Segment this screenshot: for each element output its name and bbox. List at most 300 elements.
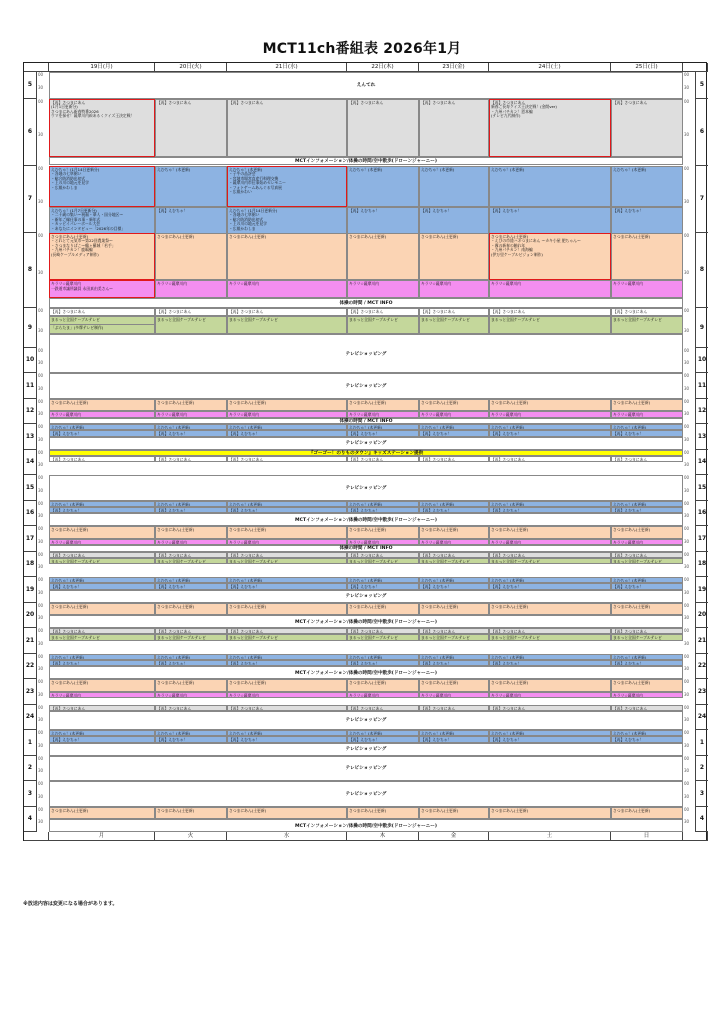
program-cell: キラリ☆薩摩川内 [227,280,347,298]
program-cell: キラリ☆薩摩川内 [419,280,489,298]
program-cell: キラリ☆薩摩川内 [155,280,227,298]
program-span: えんてれ [49,72,683,99]
minute-30: 30 [38,768,44,774]
program-cell: 【再】えむちゃ！ [227,430,347,436]
program-cell: キラリ☆薩摩川内 [227,692,347,698]
program-cell: 【再】えむちゃ！ [227,507,347,513]
program-cell: キラリ☆薩摩川内 [227,539,347,545]
hour-label: 23 [24,679,37,705]
program-cell: 【再】さつまにあん [155,308,227,316]
program-cell: さつまにあん(土更新) [155,399,227,412]
minute-30: 30 [38,436,44,442]
minute-30: 30 [38,691,44,697]
minute-00: 00 [38,424,44,429]
minute-30-r: 30 [684,436,690,442]
program-cell: えむちゃ！(木更新) [611,577,683,583]
program-cell: えむちゃ！(木更新) [419,577,489,583]
hour-label: 10 [24,348,37,374]
program-cell: キラリ☆薩摩川内 [155,539,227,545]
program-cell: まるっと全国ケーブルテレビ [155,316,227,335]
hdr-corner-r [683,63,708,72]
program-cell: さつまにあん(土更新) [227,679,347,692]
minute-00-r: 00 [684,232,690,238]
program-cell: キラリ☆薩摩川内 [611,539,683,545]
program-cell: えむちゃ！(1月7日更新分) ・二十歳の集い～祝福・華人・国分地区～ ・新年ご縁仕事の事・新年式 ・カッピイパレーボール大会 ・あなたにインタビュー「2026年の目標」 [49,207,155,247]
program-cell: えむちゃ！(木更新) [489,424,611,430]
minute-30: 30 [38,360,44,366]
program-cell: さつまにあん(土更新) [347,399,419,412]
minute-00: 00 [38,679,44,684]
minute-00: 00 [38,500,44,506]
program-cell: さつまにあん(土更新) [489,399,611,412]
program-cell: 【再】えむちゃ！ [227,736,347,742]
program-cell: キラリ☆薩摩川内 [419,539,489,545]
hour-label-right: 14 [695,450,708,476]
program-cell: まるっと全国ケーブルテレビ [347,634,419,640]
program-cell: まるっと全国ケーブルテレビ [227,558,347,564]
program-cell: まるっと全国ケーブルテレビ [155,558,227,564]
program-cell: まるっと全国ケーブルテレビ [227,316,347,335]
hour-label-right: 7 [695,166,708,233]
hour-label-right: 2 [695,756,708,782]
program-cell: まるっと全国ケーブルテレビ [155,634,227,640]
program-cell: 【再】さつまにあん [155,705,227,711]
program-cell: 【再】さつまにあん [489,308,611,316]
minute-00: 00 [38,806,44,812]
program-cell: まるっと全国ケーブルテレビ [49,558,155,564]
minute-30-r: 30 [684,564,690,570]
minute-30-r: 30 [684,819,690,825]
program-cell: えむちゃ！(木更新) [489,730,611,736]
program-cell: さつまにあん(土更新) [155,679,227,692]
program-cell: キラリ☆薩摩川内 [347,539,419,545]
program-cell: 【再】さつまにあん [611,99,683,157]
minute-00-r: 00 [684,98,690,104]
hour-label: 2 [24,756,37,782]
hour-label: 13 [24,424,37,450]
program-cell: 【再】えむちゃ！ [155,736,227,742]
program-cell: えむちゃ！(木更新) [611,730,683,736]
program-cell: さつまにあん(土更新) [419,679,489,692]
program-cell: 【再】えむちゃ！ [419,736,489,742]
program-cell: えむちゃ！(木更新) [227,654,347,660]
day-footer: 火 [155,832,227,841]
program-cell: 【再】さつまにあん [227,705,347,711]
program-cell: 【再】さつまにあん [347,308,419,316]
minute-00: 00 [38,551,44,557]
program-cell: さつまにあん(土更新) [347,526,419,539]
program-cell: まるっと全国ケーブルテレビ [611,634,683,640]
program-cell: 【再】えむちゃ！ [347,430,419,436]
program-cell: 【再】さつまにあん [419,705,489,711]
program-cell: えむちゃ！(木更新) [347,424,419,430]
minute-00: 00 [38,602,44,608]
minute-30-r: 30 [684,717,690,723]
hour-label: 6 [24,99,37,166]
minute-30: 30 [38,132,44,137]
program-cell: えむちゃ！(木更新) [347,501,419,507]
minute-30-r: 30 [684,360,690,366]
program-span: MCTインフォメーション/体操の時間/空中散歩(ドローンジャーニー) [49,615,683,628]
program-cell: 【再】さつまにあん [419,552,489,558]
program-cell: えむちゃ！(木更新) [49,577,155,583]
hour-label-right: 20 [695,603,708,629]
minute-30-r: 30 [684,615,690,621]
program-cell: 【再】えむちゃ！ [489,507,611,513]
hour-label-right: 19 [695,577,708,603]
program-cell: キラリ☆薩摩川内 [611,692,683,698]
minute-00: 00 [38,577,44,582]
program-cell: 【再】さつまにあん [419,308,489,316]
program-span: テレビショッピング [49,334,683,373]
minute-00-r: 00 [684,347,690,353]
program-cell: さつまにあん(土更新) [49,603,155,616]
minute-30-r: 30 [684,487,690,493]
program-cell: 【再】えむちゃ！ [227,583,347,589]
program-cell: まるっと全国ケーブルテレビ [489,634,611,640]
hour-label: 5 [24,72,37,99]
program-cell: まるっと全国ケーブルテレビ [611,558,683,564]
program-cell: さつまにあん(土更新) [227,399,347,412]
program-cell: 【再】えむちゃ！ [49,430,155,436]
hour-label-right: 4 [695,807,708,833]
day-header: 22日(木) [347,63,419,72]
day-header: 23日(金) [419,63,489,72]
program-cell: さつまにあん(土更新) [227,807,347,820]
program-cell: 【再】さつまにあん 新春ご長寿クイズ王決定戦！(金開ver) ・九州パチカン！恩本編 (テレビ九代制作) [489,99,611,157]
hour-label: 12 [24,399,37,425]
program-cell: さつまにあん(土更新) [227,526,347,539]
hour-label: 9 [24,308,37,348]
minute-30-r: 30 [684,793,690,799]
program-cell: 【再】さつまにあん [227,552,347,558]
minute-00: 00 [38,781,44,786]
day-header: 20日(火) [155,63,227,72]
program-cell-extra: 「ぶらたま」(多摩テレビ制作) [49,324,155,335]
program-cell: えむちゃ！(木更新) [227,577,347,583]
minute-30-r: 30 [684,385,690,391]
program-cell: 【再】えむちゃ！ [419,430,489,436]
minute-30-r: 30 [684,462,690,468]
hour-label: 8 [24,233,37,308]
minute-00: 00 [38,653,44,659]
program-cell: さつまにあん(土更新) [49,679,155,692]
program-cell: えむちゃ！(木更新) [347,730,419,736]
day-header: 24日(土) [489,63,611,72]
day-footer: 金 [419,832,489,841]
program-cell: キラリ☆薩摩川内 [489,692,611,698]
program-cell: 【再】えむちゃ！ [49,736,155,742]
program-cell: さつまにあん(土更新) [611,807,683,820]
program-cell: さつまにあん(土更新) [227,233,347,281]
program-cell: えむちゃ！(木更新) [611,654,683,660]
program-cell: さつまにあん(土更新) [155,807,227,820]
minute-30: 30 [38,270,44,275]
hour-label-right: 15 [695,475,708,501]
program-span: 体操の時間 / MCT INFO [49,545,683,551]
program-cell: 【再】えむちゃ！ [611,430,683,436]
program-cell: 【再】さつまにあん [489,705,611,711]
minute-00-r: 00 [684,653,690,659]
minute-30: 30 [38,327,44,333]
minute-30: 30 [38,385,44,391]
hour-label-right: 17 [695,526,708,552]
program-cell: さつまにあん(土更新) [489,807,611,820]
program-cell: 【再】えむちゃ！ [347,583,419,589]
program-cell: えむちゃ！(木更新) [489,166,611,207]
hour-label: 15 [24,475,37,501]
program-cell: えむちゃ！(木更新) [611,501,683,507]
program-cell: 【再】えむちゃ！ [419,660,489,666]
program-span: テレビショッピング [49,781,683,807]
hdr-corner [24,63,49,72]
program-cell: キラリ☆薩摩川内 [419,411,489,417]
hour-label-right: 18 [695,552,708,578]
minute-30-r: 30 [684,538,690,544]
program-cell: 【再】えむちゃ！ [347,207,419,247]
program-cell: えむちゃ！(木更新) [155,501,227,507]
program-cell: 【再】さつまにあん [489,628,611,634]
footnote: ※放送内容は変更になる場合があります。 [23,901,118,907]
minute-30: 30 [38,538,44,544]
program-cell: 【再】えむちゃ！ [155,583,227,589]
program-cell: 【再】さつまにあん [347,628,419,634]
program-cell: 【再】えむちゃ！ [489,583,611,589]
minute-00-r: 00 [684,526,690,531]
program-cell: キラリ☆薩摩川内 [611,411,683,417]
program-cell: えむちゃ！(木更新) [155,166,227,207]
program-span: テレビショッピング [49,743,683,756]
minute-00: 00 [38,526,44,531]
minute-30: 30 [38,487,44,493]
program-cell: さつまにあん(土更新) [419,603,489,616]
program-cell: キラリ☆薩摩川内 [155,411,227,417]
program-cell: さつまにあん(土更新) [489,526,611,539]
minute-30-r: 30 [684,85,690,91]
program-cell: さつまにあん(土更新) [155,233,227,281]
program-span: テレビショッピング [49,590,683,603]
program-cell: えむちゃ！(木更新) [155,730,227,736]
program-cell: 【再】さつまにあん [49,552,155,558]
program-cell: キラリ☆薩摩川内 [227,411,347,417]
hour-label-right: 22 [695,654,708,680]
program-cell: まるっと全国ケーブルテレビ [419,316,489,335]
minute-00: 00 [38,347,44,353]
program-span: 『ゴーゴー！のりものタウン』キッズステーション提供 [49,450,683,456]
minute-30: 30 [38,199,44,204]
program-cell: えむちゃ！(木更新) [49,424,155,430]
hour-label-right: 5 [695,72,708,99]
program-cell: 【再】えむちゃ！ [419,583,489,589]
minute-00: 00 [38,449,44,455]
program-cell: キラリ☆薩摩川内 [489,411,611,417]
program-cell: えむちゃ！(木更新) [49,654,155,660]
program-cell: 【再】さつまにあん [227,628,347,634]
minute-00: 00 [38,730,44,735]
program-cell: キラリ☆薩摩川内 [347,692,419,698]
program-span: テレビショッピング [49,437,683,450]
minute-00-r: 00 [684,307,690,313]
program-cell: 【再】さつまにあん [611,705,683,711]
program-cell: 【再】えむちゃ！ [347,507,419,513]
minute-00-r: 00 [684,704,690,710]
program-cell: さつまにあん(土更新) [419,526,489,539]
hour-label: 7 [24,166,37,233]
program-cell: 【再】えむちゃ！ [611,660,683,666]
program-cell: 【再】えむちゃ！ [155,207,227,247]
program-cell: 【再】さつまにあん [611,308,683,316]
minute-00-r: 00 [684,398,690,404]
minute-00-r: 00 [684,165,690,171]
minute-00: 00 [38,98,44,104]
minute-00-r: 00 [684,781,690,786]
minute-30: 30 [38,717,44,723]
program-cell: 【再】さつまにあん [419,456,489,462]
minute-30-r: 30 [684,742,690,748]
program-cell: 【再】さつまにあん [155,456,227,462]
program-cell: キラリ☆薩摩川内 一鉄道市議所議員 永田真由美さん～ [49,280,155,298]
program-cell: さつまにあん(土更新) [347,679,419,692]
minute-30-r: 30 [684,132,690,137]
program-cell: 【再】さつまにあん (1月1日更新分) さつまにあん新春特番2026 ウマを探せ！薩摩川内絵あるくクイズ王決定戦！ [49,99,155,157]
hour-label-right: 12 [695,399,708,425]
hour-label: 24 [24,705,37,731]
program-cell: 【再】さつまにあん [419,628,489,634]
program-cell: まるっと全国ケーブルテレビ [419,634,489,640]
minute-00: 00 [38,72,44,77]
program-cell: えむちゃ！(木更新) [489,577,611,583]
program-cell: 【再】えむちゃ！ [489,207,611,247]
program-span: 体操の時間 / MCT INFO [49,298,683,308]
minute-00: 00 [38,232,44,238]
program-cell: えむちゃ！(木更新) [347,577,419,583]
program-cell: 【再】えむちゃ！ [489,430,611,436]
hour-label: 21 [24,628,37,654]
program-span: テレビショッピング [49,373,683,399]
program-cell: 【再】さつまにあん [49,456,155,462]
program-cell: さつまにあん(土更新) [611,399,683,412]
program-cell: キラリ☆薩摩川内 [347,280,419,298]
program-cell: 【再】さつまにあん [155,628,227,634]
minute-30-r: 30 [684,640,690,646]
minute-30: 30 [38,742,44,748]
minute-00-r: 00 [684,424,690,429]
hour-label: 4 [24,807,37,833]
page-title: MCT11ch番組表 2026年1月 [262,41,462,57]
program-cell: えむちゃ！(1月14日更新分) ・各地の七草粥い ・総合防消防出初式 ・上の川の地元を見学 ・広報かわしま [49,166,155,207]
program-cell: 【再】えむちゃ！ [611,583,683,589]
minute-30: 30 [38,462,44,468]
program-cell: えむちゃ！(木更新) [155,577,227,583]
hour-label-right: 11 [695,373,708,399]
program-cell: 【再】さつまにあん [347,99,419,157]
program-cell: 【再】えむちゃ！ [611,207,683,247]
program-cell: 【再】さつまにあん [611,552,683,558]
minute-30-r: 30 [684,327,690,333]
program-cell: 【再】さつまにあん [155,552,227,558]
program-cell: さつまにあん(土更新) [419,233,489,281]
program-cell: 【再】さつまにあん [611,456,683,462]
program-cell: さつまにあん(土更新) [155,603,227,616]
day-footer: 木 [347,832,419,841]
minute-00-r: 00 [684,449,690,455]
minute-30-r: 30 [684,513,690,519]
hour-label: 17 [24,526,37,552]
program-cell: さつまにあん(土更新) [155,526,227,539]
program-cell: えむちゃ！(木更新) [611,166,683,207]
hour-label: 14 [24,450,37,476]
program-cell: 【再】えむちゃ！ [227,660,347,666]
program-span: テレビショッピング [49,711,683,730]
program-cell: 【再】えむちゃ！ [611,736,683,742]
program-cell: えむちゃ！(木更新) [347,654,419,660]
program-cell: さつまにあん(土更新) [227,603,347,616]
program-cell: 【再】えむちゃ！ [347,736,419,742]
program-span: テレビショッピング [49,475,683,501]
minute-00-r: 00 [684,373,690,378]
program-cell: えむちゃ！(木更新) [227,730,347,736]
hour-label-right: 8 [695,233,708,308]
program-cell: 【再】さつまにあん [227,456,347,462]
program-cell: さつまにあん(土更新) [611,603,683,616]
footer-corner [24,832,49,841]
hour-label-right: 10 [695,348,708,374]
minute-00-r: 00 [684,755,690,761]
program-cell: キラリ☆薩摩川内 [489,280,611,298]
hour-label-right: 16 [695,501,708,527]
minute-00: 00 [38,475,44,480]
program-cell: さつまにあん(土更新) [49,807,155,820]
minute-00-r: 00 [684,806,690,812]
minute-30: 30 [38,793,44,799]
minute-00: 00 [38,704,44,710]
program-cell: さつまにあん(土更新) [611,679,683,692]
minute-00-r: 00 [684,500,690,506]
program-cell: えむちゃ！(木更新) [227,501,347,507]
hour-label-right: 21 [695,628,708,654]
minute-30: 30 [38,666,44,672]
program-cell: キラリ☆薩摩川内 [611,280,683,298]
program-cell: まるっと全国ケーブルテレビ [611,316,683,335]
program-cell: まるっと全国ケーブルテレビ [49,634,155,640]
program-cell: えむちゃ！(木更新) [419,424,489,430]
program-cell: キラリ☆薩摩川内 [155,692,227,698]
hour-label-right: 13 [695,424,708,450]
program-cell: えむちゃ！(木更新) [611,424,683,430]
minute-00-r: 00 [684,730,690,735]
program-cell: えむちゃ！(木更新) [489,654,611,660]
program-cell: さつまにあん(土更新) ・えびの市陸ハネつまにあん ～カキ小屋 肥ちゃん～ ・霧の新春の触れ年 ・九州パチカン！南海編 (伊万里ケーブルビジョン制作) [489,233,611,281]
hour-label: 11 [24,373,37,399]
day-footer: 土 [489,832,611,841]
hour-label-right: 6 [695,99,708,166]
program-cell: 【再】えむちゃ！ [49,507,155,513]
program-span: テレビショッピング [49,756,683,782]
minute-00-r: 00 [684,72,690,77]
minute-00-r: 00 [684,628,690,633]
hour-label: 1 [24,730,37,756]
minute-30: 30 [38,564,44,570]
program-span: MCTインフォメーション/体操の時間/空中散歩(ドローンジャーニー) [49,513,683,526]
program-cell: 【再】さつまにあん [489,456,611,462]
program-cell: さつまにあん(土更新) [611,233,683,281]
minute-30: 30 [38,640,44,646]
program-cell: 【再】えむちゃ！ [49,583,155,589]
program-cell: えむちゃ！(木更新) [419,730,489,736]
program-cell: まるっと全国ケーブルテレビ [489,558,611,564]
hour-label-right: 1 [695,730,708,756]
program-cell: まるっと全国ケーブルテレビ [347,316,419,335]
